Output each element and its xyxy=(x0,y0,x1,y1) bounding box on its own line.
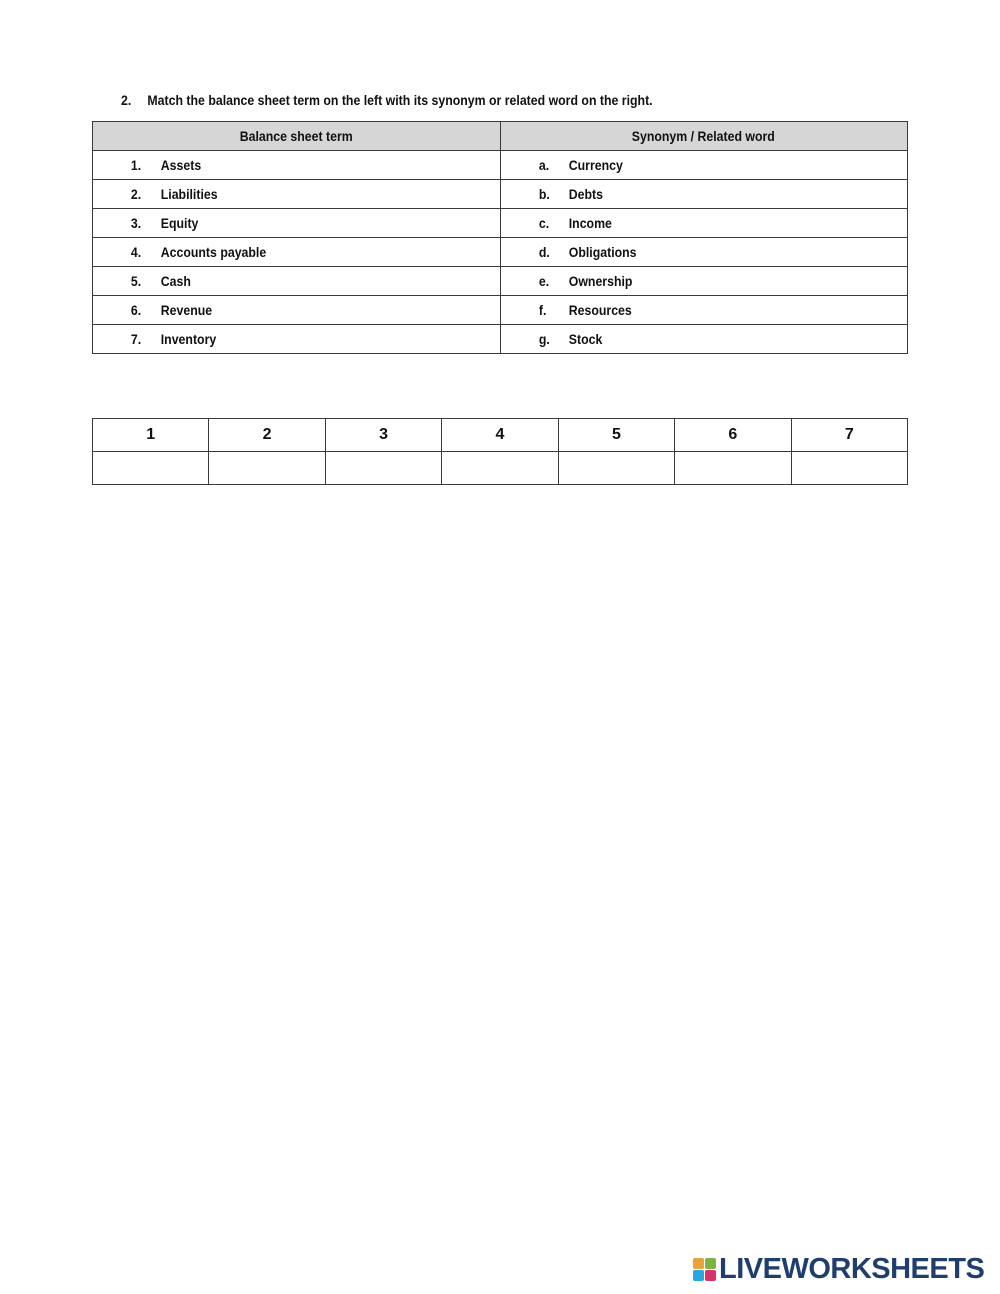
synonym-letter: b. xyxy=(538,186,550,202)
matching-row xyxy=(93,180,908,209)
synonym-letter: f. xyxy=(538,302,546,318)
synonym-text: Currency xyxy=(568,157,623,173)
synonym-cell xyxy=(500,209,908,238)
synonym-cell xyxy=(500,180,908,209)
term-cell xyxy=(93,151,501,180)
synonym-letter: d. xyxy=(538,244,550,260)
matching-row xyxy=(93,238,908,267)
term-cell xyxy=(93,325,501,354)
question-number: 2. xyxy=(121,92,132,108)
matching-row xyxy=(93,296,908,325)
answer-input-cell-5[interactable] xyxy=(558,452,674,485)
answer-grid-input-row xyxy=(93,452,908,485)
answer-column-label: 5 xyxy=(558,419,674,452)
question-prompt xyxy=(121,92,653,108)
answer-input-cell-3[interactable] xyxy=(325,452,441,485)
synonym-letter: e. xyxy=(538,273,549,289)
brand-name: LIVEWORKSHEETS xyxy=(719,1253,985,1285)
answer-column-label: 1 xyxy=(93,419,209,452)
term-number: 3. xyxy=(130,215,142,231)
term-number: 4. xyxy=(130,244,142,260)
answer-column-label: 2 xyxy=(209,419,325,452)
term-number: 1. xyxy=(130,157,142,173)
synonym-cell xyxy=(500,267,908,296)
term-number: 7. xyxy=(130,331,142,347)
synonym-cell xyxy=(500,325,908,354)
liveworksheets-logo xyxy=(693,1253,984,1286)
synonym-text: Ownership xyxy=(568,273,632,289)
matching-row xyxy=(93,209,908,238)
term-text: Accounts payable xyxy=(160,244,267,260)
term-text: Equity xyxy=(160,215,199,231)
term-cell xyxy=(93,267,501,296)
synonym-letter: c. xyxy=(538,215,549,231)
synonym-text: Resources xyxy=(568,302,632,318)
answer-input-cell-1[interactable] xyxy=(93,452,209,485)
synonym-letter: g. xyxy=(538,331,550,347)
term-number: 6. xyxy=(130,302,142,318)
term-text: Inventory xyxy=(160,331,217,347)
answer-grid-header-row xyxy=(93,419,908,452)
header-synonym-related-word: Synonym / Related word xyxy=(500,122,908,151)
term-text: Revenue xyxy=(160,302,213,318)
answer-column-label: 4 xyxy=(442,419,558,452)
answer-column-label: 7 xyxy=(791,419,907,452)
term-number: 5. xyxy=(130,273,142,289)
term-cell xyxy=(93,238,501,267)
synonym-cell xyxy=(500,296,908,325)
question-text: Match the balance sheet term on the left with its synonym or related word on the right. xyxy=(147,92,653,108)
term-text: Assets xyxy=(160,157,202,173)
synonym-text: Obligations xyxy=(568,244,637,260)
answer-column-label: 6 xyxy=(675,419,791,452)
synonym-cell xyxy=(500,151,908,180)
synonym-text: Income xyxy=(568,215,612,231)
synonym-text: Debts xyxy=(568,186,603,202)
liveworksheets-logo-icon xyxy=(693,1258,716,1281)
answer-column-label: 3 xyxy=(325,419,441,452)
answer-grid xyxy=(92,418,908,485)
term-text: Cash xyxy=(160,273,191,289)
matching-row xyxy=(93,151,908,180)
answer-input-cell-6[interactable] xyxy=(675,452,791,485)
term-cell xyxy=(93,296,501,325)
term-text: Liabilities xyxy=(160,186,218,202)
matching-row xyxy=(93,267,908,296)
term-number: 2. xyxy=(130,186,142,202)
matching-row xyxy=(93,325,908,354)
synonym-cell xyxy=(500,238,908,267)
synonym-letter: a. xyxy=(538,157,549,173)
answer-input-cell-4[interactable] xyxy=(442,452,558,485)
answer-input-cell-2[interactable] xyxy=(209,452,325,485)
matching-table-header-row xyxy=(93,122,908,151)
header-balance-sheet-term: Balance sheet term xyxy=(93,122,501,151)
answer-input-cell-7[interactable] xyxy=(791,452,907,485)
matching-table xyxy=(92,121,908,354)
term-cell xyxy=(93,180,501,209)
term-cell xyxy=(93,209,501,238)
synonym-text: Stock xyxy=(568,331,602,347)
